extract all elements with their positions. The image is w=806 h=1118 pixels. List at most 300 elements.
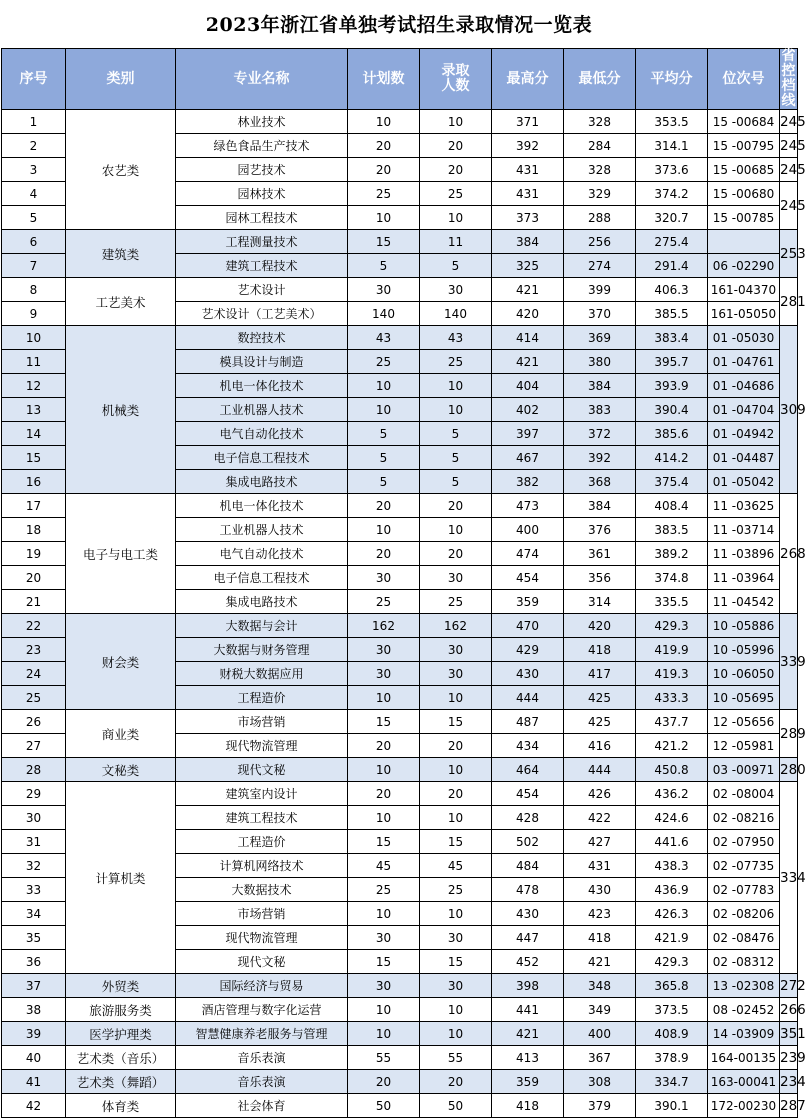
min-score-cell: 367 [564,1046,636,1070]
min-score-cell: 430 [564,878,636,902]
plan-cell: 5 [348,422,420,446]
header-cutoff-text: 省控 档线 [781,48,796,109]
min-score-cell: 421 [564,950,636,974]
min-score-cell: 399 [564,278,636,302]
rank-cell: 161-05050 [708,302,780,326]
rank-cell: 15 -00795 [708,134,780,158]
rank-cell: 02 -08216 [708,806,780,830]
cutoff-cell: 339 [780,614,798,710]
major-cell: 电气自动化技术 [176,422,348,446]
major-cell: 模具设计与制造 [176,350,348,374]
avg-score-cell: 414.2 [636,446,708,470]
rank-cell: 14 -03909 [708,1022,780,1046]
plan-cell: 10 [348,206,420,230]
serial-cell: 22 [2,614,66,638]
header-rank: 位次号 [708,49,780,110]
avg-score-cell: 389.2 [636,542,708,566]
avg-score-cell: 385.5 [636,302,708,326]
rank-cell: 01 -04704 [708,398,780,422]
major-cell: 园林技术 [176,182,348,206]
min-score-cell: 372 [564,422,636,446]
admitted-cell: 10 [420,902,492,926]
plan-cell: 20 [348,158,420,182]
cutoff-cell: 289 [780,710,798,758]
header-serial: 序号 [2,49,66,110]
table-row [2,710,798,734]
rank-cell: 02 -08004 [708,782,780,806]
major-cell: 音乐表演 [176,1046,348,1070]
max-score-cell: 473 [492,494,564,518]
serial-cell: 35 [2,926,66,950]
cutoff-cell: 272 [780,974,798,998]
avg-score-cell: 378.9 [636,1046,708,1070]
header-max-score: 最高分 [492,49,564,110]
cutoff-cell: 334 [780,782,798,974]
avg-score-cell: 408.4 [636,494,708,518]
plan-cell: 15 [348,230,420,254]
min-score-cell: 349 [564,998,636,1022]
admitted-cell: 10 [420,374,492,398]
max-score-cell: 454 [492,782,564,806]
plan-cell: 10 [348,374,420,398]
avg-score-cell: 390.1 [636,1094,708,1118]
category-cell: 旅游服务类 [66,998,176,1022]
cutoff-cell: 239 [780,1046,798,1070]
max-score-cell: 400 [492,518,564,542]
avg-score-cell: 438.3 [636,854,708,878]
max-score-cell: 404 [492,374,564,398]
table-row [2,782,798,806]
cutoff-cell: 245 [780,158,798,182]
plan-cell: 5 [348,470,420,494]
max-score-cell: 444 [492,686,564,710]
rank-cell: 164-00135 [708,1046,780,1070]
major-cell: 市场营销 [176,902,348,926]
min-score-cell: 400 [564,1022,636,1046]
rank-cell: 12 -05981 [708,734,780,758]
avg-score-cell: 421.2 [636,734,708,758]
min-score-cell: 427 [564,830,636,854]
major-cell: 工业机器人技术 [176,518,348,542]
max-score-cell: 447 [492,926,564,950]
category-cell: 电子与电工类 [66,494,176,614]
header-plan: 计划数 [348,49,420,110]
rank-cell: 13 -02308 [708,974,780,998]
major-cell: 集成电路技术 [176,470,348,494]
min-score-cell: 444 [564,758,636,782]
avg-score-cell: 373.5 [636,998,708,1022]
major-cell: 智慧健康养老服务与管理 [176,1022,348,1046]
serial-cell: 11 [2,350,66,374]
max-score-cell: 429 [492,638,564,662]
admission-table [1,48,806,1118]
plan-cell: 55 [348,1046,420,1070]
table-body [2,110,806,1118]
serial-cell: 38 [2,998,66,1022]
admitted-cell: 50 [420,1094,492,1118]
cutoff-cell: 281 [780,278,798,326]
admitted-cell: 10 [420,686,492,710]
min-score-cell: 369 [564,326,636,350]
category-cell: 机械类 [66,326,176,494]
table-row [2,974,798,998]
max-score-cell: 467 [492,446,564,470]
plan-cell: 140 [348,302,420,326]
serial-cell: 8 [2,278,66,302]
plan-cell: 10 [348,110,420,134]
plan-cell: 25 [348,878,420,902]
rank-cell: 163-00041 [708,1070,780,1094]
serial-cell: 27 [2,734,66,758]
admitted-cell: 25 [420,878,492,902]
admitted-cell: 20 [420,734,492,758]
serial-cell: 41 [2,1070,66,1094]
avg-score-cell: 393.9 [636,374,708,398]
serial-cell: 28 [2,758,66,782]
serial-cell: 18 [2,518,66,542]
plan-cell: 25 [348,590,420,614]
max-score-cell: 382 [492,470,564,494]
plan-cell: 5 [348,254,420,278]
avg-score-cell: 374.2 [636,182,708,206]
rank-cell: 15 -00684 [708,110,780,134]
rank-cell: 01 -04942 [708,422,780,446]
min-score-cell: 361 [564,542,636,566]
min-score-cell: 328 [564,158,636,182]
major-cell: 建筑工程技术 [176,254,348,278]
plan-cell: 5 [348,446,420,470]
max-score-cell: 418 [492,1094,564,1118]
serial-cell: 32 [2,854,66,878]
max-score-cell: 474 [492,542,564,566]
avg-score-cell: 385.6 [636,422,708,446]
admitted-cell: 20 [420,1070,492,1094]
header-admitted-text: 录取 人数 [441,63,470,94]
max-score-cell: 430 [492,902,564,926]
major-cell: 林业技术 [176,110,348,134]
avg-score-cell: 353.5 [636,110,708,134]
major-cell: 电气自动化技术 [176,542,348,566]
rank-cell: 10 -05695 [708,686,780,710]
plan-cell: 20 [348,494,420,518]
avg-score-cell: 390.4 [636,398,708,422]
max-score-cell: 359 [492,590,564,614]
major-cell: 集成电路技术 [176,590,348,614]
min-score-cell: 328 [564,110,636,134]
serial-cell: 12 [2,374,66,398]
max-score-cell: 325 [492,254,564,278]
admitted-cell: 10 [420,998,492,1022]
major-cell: 现代物流管理 [176,926,348,950]
avg-score-cell: 395.7 [636,350,708,374]
avg-score-cell: 406.3 [636,278,708,302]
major-cell: 电子信息工程技术 [176,566,348,590]
cutoff-cell: 245 [780,110,798,134]
rank-cell: 11 -03625 [708,494,780,518]
min-score-cell: 422 [564,806,636,830]
serial-cell: 3 [2,158,66,182]
admitted-cell: 30 [420,566,492,590]
category-cell: 艺术类（音乐） [66,1046,176,1070]
min-score-cell: 288 [564,206,636,230]
admitted-cell: 162 [420,614,492,638]
max-score-cell: 397 [492,422,564,446]
max-score-cell: 373 [492,206,564,230]
rank-cell: 15 -00680 [708,182,780,206]
major-cell: 机电一体化技术 [176,494,348,518]
serial-cell: 15 [2,446,66,470]
avg-score-cell: 437.7 [636,710,708,734]
max-score-cell: 434 [492,734,564,758]
major-cell: 现代物流管理 [176,734,348,758]
cutoff-cell: 309 [780,326,798,494]
plan-cell: 20 [348,782,420,806]
category-cell: 商业类 [66,710,176,758]
serial-cell: 37 [2,974,66,998]
admitted-cell: 15 [420,950,492,974]
serial-cell: 20 [2,566,66,590]
rank-cell: 15 -00685 [708,158,780,182]
plan-cell: 45 [348,854,420,878]
admitted-cell: 10 [420,758,492,782]
major-cell: 现代文秘 [176,758,348,782]
serial-cell: 19 [2,542,66,566]
category-cell: 外贸类 [66,974,176,998]
table-row [2,110,798,134]
plan-cell: 30 [348,926,420,950]
plan-cell: 15 [348,950,420,974]
avg-score-cell: 383.5 [636,518,708,542]
serial-cell: 2 [2,134,66,158]
category-cell: 财会类 [66,614,176,710]
max-score-cell: 421 [492,1022,564,1046]
rank-cell: 01 -05042 [708,470,780,494]
min-score-cell: 420 [564,614,636,638]
plan-cell: 43 [348,326,420,350]
min-score-cell: 314 [564,590,636,614]
plan-cell: 15 [348,830,420,854]
table-row [2,998,798,1022]
serial-cell: 39 [2,1022,66,1046]
plan-cell: 15 [348,710,420,734]
serial-cell: 13 [2,398,66,422]
avg-score-cell: 429.3 [636,950,708,974]
major-cell: 建筑室内设计 [176,782,348,806]
table-row [2,326,798,350]
serial-cell: 31 [2,830,66,854]
min-score-cell: 284 [564,134,636,158]
serial-cell: 29 [2,782,66,806]
plan-cell: 30 [348,278,420,302]
plan-cell: 10 [348,806,420,830]
min-score-cell: 383 [564,398,636,422]
rank-cell: 02 -08312 [708,950,780,974]
min-score-cell: 426 [564,782,636,806]
cutoff-cell: 268 [780,494,798,614]
plan-cell: 10 [348,686,420,710]
major-cell: 数控技术 [176,326,348,350]
table-row [2,1094,798,1118]
max-score-cell: 402 [492,398,564,422]
category-cell: 文秘类 [66,758,176,782]
max-score-cell: 470 [492,614,564,638]
avg-score-cell: 275.4 [636,230,708,254]
cutoff-cell: 351 [780,1022,798,1046]
serial-cell: 21 [2,590,66,614]
admitted-cell: 30 [420,638,492,662]
min-score-cell: 418 [564,638,636,662]
avg-score-cell: 291.4 [636,254,708,278]
major-cell: 工业机器人技术 [176,398,348,422]
plan-cell: 10 [348,758,420,782]
avg-score-cell: 436.9 [636,878,708,902]
admitted-cell: 5 [420,422,492,446]
min-score-cell: 376 [564,518,636,542]
max-score-cell: 431 [492,158,564,182]
max-score-cell: 452 [492,950,564,974]
rank-cell: 02 -07950 [708,830,780,854]
serial-cell: 23 [2,638,66,662]
rank-cell: 02 -07735 [708,854,780,878]
plan-cell: 20 [348,734,420,758]
max-score-cell: 478 [492,878,564,902]
admitted-cell: 55 [420,1046,492,1070]
major-cell: 机电一体化技术 [176,374,348,398]
max-score-cell: 454 [492,566,564,590]
serial-cell: 9 [2,302,66,326]
min-score-cell: 431 [564,854,636,878]
serial-cell: 6 [2,230,66,254]
major-cell: 国际经济与贸易 [176,974,348,998]
max-score-cell: 484 [492,854,564,878]
rank-cell: 11 -03964 [708,566,780,590]
table-row [2,1046,798,1070]
avg-score-cell: 383.4 [636,326,708,350]
category-cell: 农艺类 [66,110,176,230]
avg-score-cell: 421.9 [636,926,708,950]
major-cell: 建筑工程技术 [176,806,348,830]
plan-cell: 10 [348,998,420,1022]
plan-cell: 30 [348,638,420,662]
min-score-cell: 379 [564,1094,636,1118]
avg-score-cell: 320.7 [636,206,708,230]
avg-score-cell: 374.8 [636,566,708,590]
min-score-cell: 425 [564,710,636,734]
serial-cell: 7 [2,254,66,278]
avg-score-cell: 334.7 [636,1070,708,1094]
admitted-cell: 15 [420,830,492,854]
rank-cell: 161-04370 [708,278,780,302]
major-cell: 园林工程技术 [176,206,348,230]
category-cell: 体育类 [66,1094,176,1118]
min-score-cell: 380 [564,350,636,374]
admitted-cell: 5 [420,470,492,494]
max-score-cell: 359 [492,1070,564,1094]
serial-cell: 5 [2,206,66,230]
max-score-cell: 431 [492,182,564,206]
rank-cell: 01 -04686 [708,374,780,398]
rank-cell: 01 -04487 [708,446,780,470]
plan-cell: 162 [348,614,420,638]
header-major: 专业名称 [176,49,348,110]
admitted-cell: 10 [420,518,492,542]
major-cell: 工程造价 [176,686,348,710]
admitted-cell: 5 [420,446,492,470]
avg-score-cell: 450.8 [636,758,708,782]
rank-cell: 12 -05656 [708,710,780,734]
plan-cell: 30 [348,974,420,998]
avg-score-cell: 408.9 [636,1022,708,1046]
min-score-cell: 384 [564,374,636,398]
category-cell: 工艺美术 [66,278,176,326]
category-cell: 计算机类 [66,782,176,974]
avg-score-cell: 426.3 [636,902,708,926]
serial-cell: 42 [2,1094,66,1118]
rank-cell: 11 -04542 [708,590,780,614]
table-row [2,758,798,782]
table-row [2,230,798,254]
cutoff-cell: 266 [780,998,798,1022]
plan-cell: 20 [348,542,420,566]
max-score-cell: 487 [492,710,564,734]
avg-score-cell: 365.8 [636,974,708,998]
page-title: 2023年浙江省单独考试招生录取情况一览表 [205,14,593,36]
serial-cell: 4 [2,182,66,206]
min-score-cell: 368 [564,470,636,494]
header-cutoff [780,49,798,110]
major-cell: 酒店管理与数字化运营 [176,998,348,1022]
admitted-cell: 20 [420,494,492,518]
admitted-cell: 45 [420,854,492,878]
rank-cell: 06 -02290 [708,254,780,278]
rank-cell: 172-00230 [708,1094,780,1118]
admitted-cell: 140 [420,302,492,326]
rank-cell: 10 -05996 [708,638,780,662]
min-score-cell: 418 [564,926,636,950]
avg-score-cell: 314.1 [636,134,708,158]
admitted-cell: 30 [420,662,492,686]
admitted-cell: 11 [420,230,492,254]
serial-cell: 1 [2,110,66,134]
min-score-cell: 423 [564,902,636,926]
avg-score-cell: 429.3 [636,614,708,638]
table-row [2,278,798,302]
major-cell: 市场营销 [176,710,348,734]
avg-score-cell: 375.4 [636,470,708,494]
admitted-cell: 10 [420,110,492,134]
max-score-cell: 392 [492,134,564,158]
admitted-cell: 30 [420,926,492,950]
serial-cell: 36 [2,950,66,974]
serial-cell: 10 [2,326,66,350]
admitted-cell: 25 [420,182,492,206]
min-score-cell: 392 [564,446,636,470]
major-cell: 音乐表演 [176,1070,348,1094]
max-score-cell: 428 [492,806,564,830]
plan-cell: 25 [348,182,420,206]
serial-cell: 33 [2,878,66,902]
category-cell: 建筑类 [66,230,176,278]
cutoff-cell: 253 [780,230,798,278]
avg-score-cell: 433.3 [636,686,708,710]
plan-cell: 10 [348,1022,420,1046]
min-score-cell: 356 [564,566,636,590]
max-score-cell: 441 [492,998,564,1022]
max-score-cell: 420 [492,302,564,326]
rank-cell: 15 -00785 [708,206,780,230]
max-score-cell: 384 [492,230,564,254]
table-row [2,1070,798,1094]
